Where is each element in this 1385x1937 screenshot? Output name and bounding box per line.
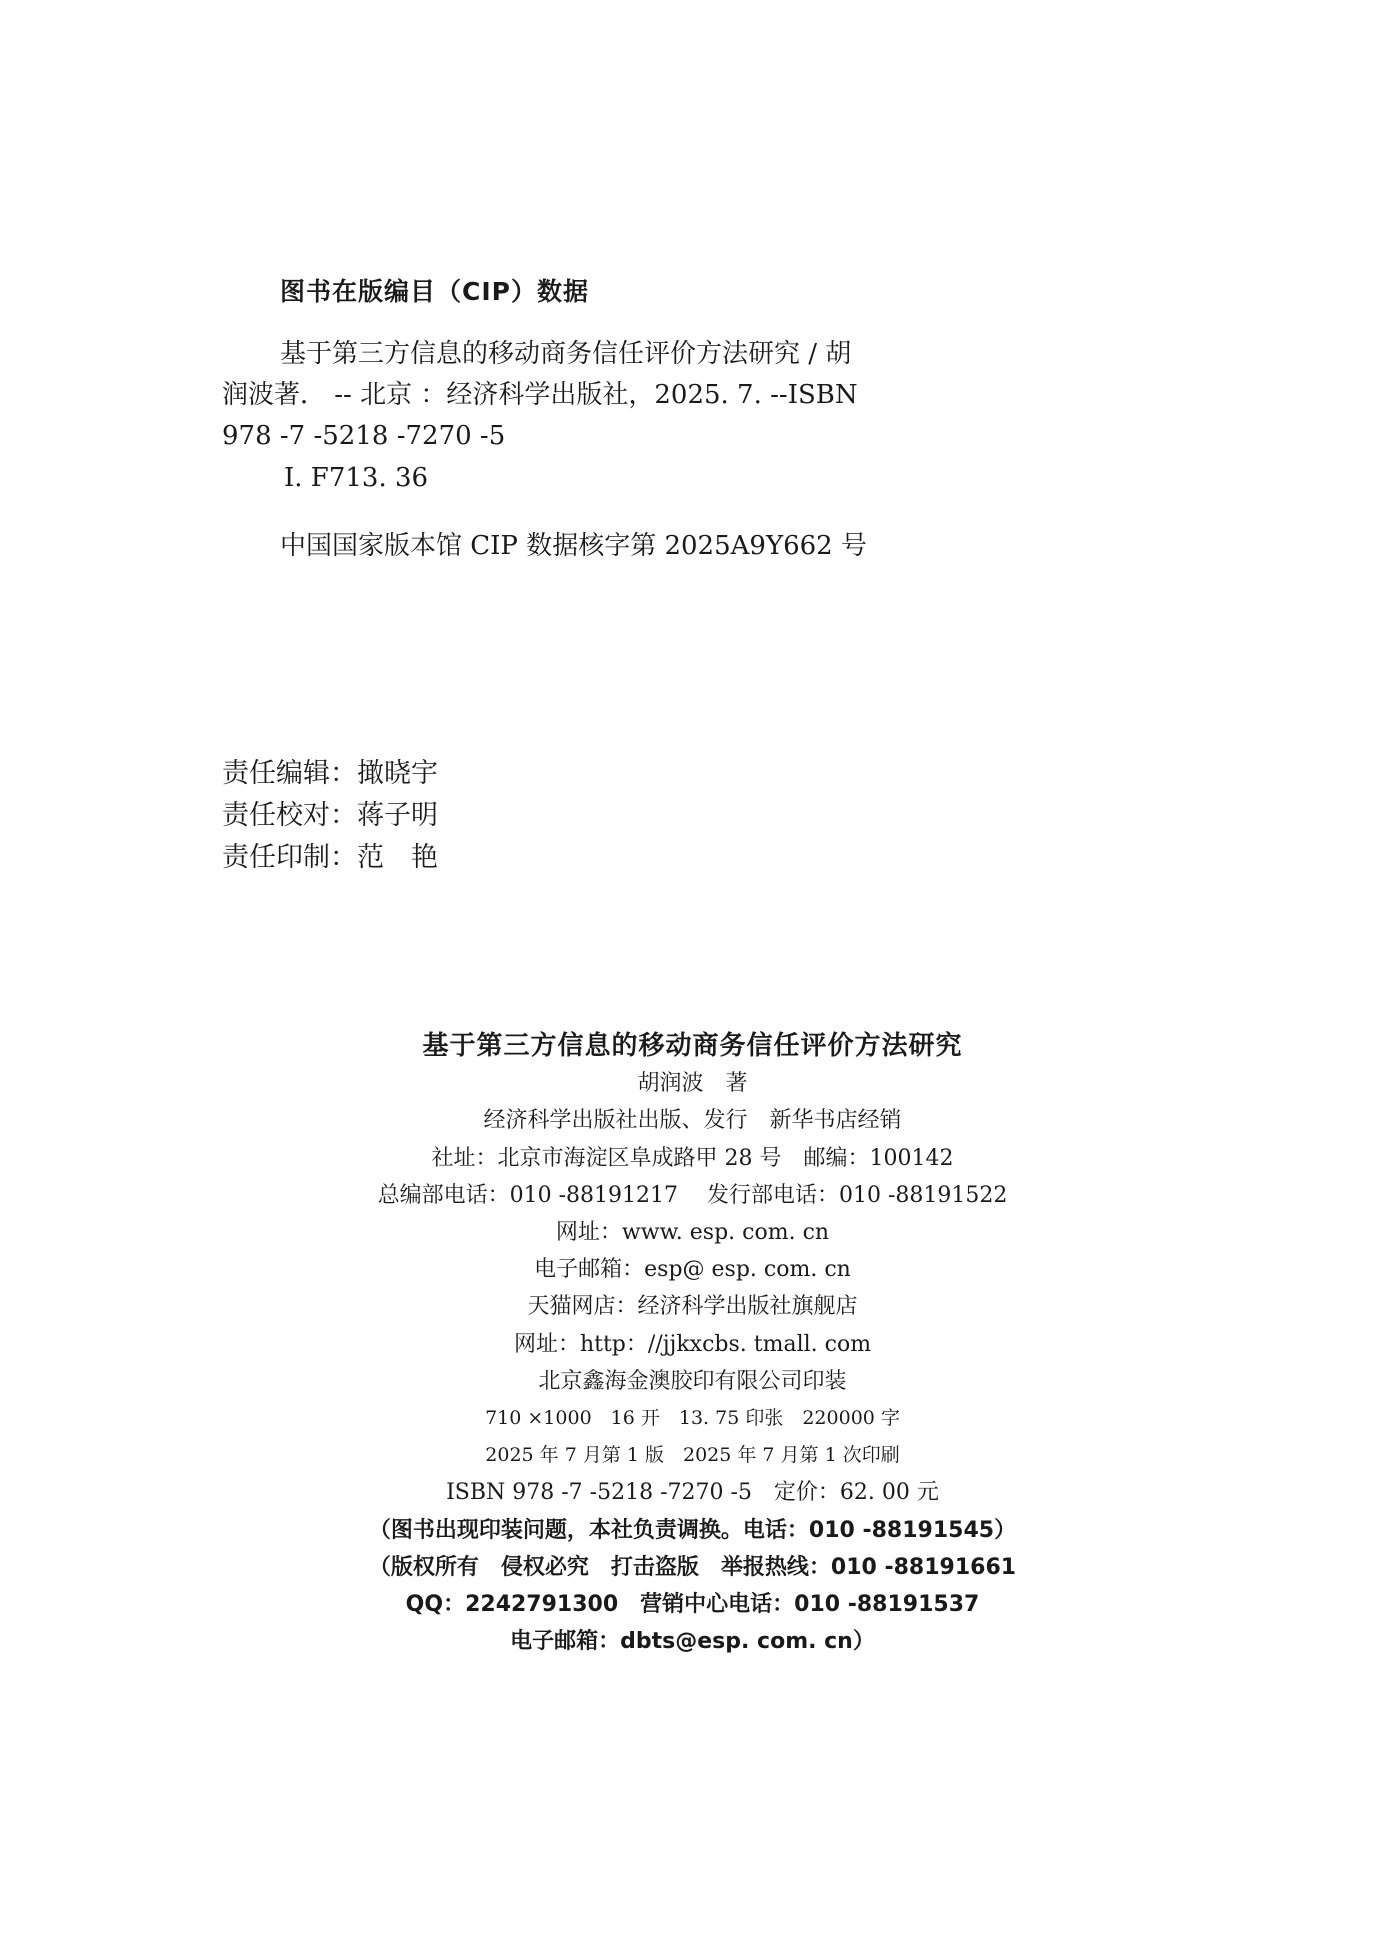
website-line: 网址：www. esp. com. cn: [555, 1220, 830, 1246]
responsible-proofreader: 责任校对：蒋子明: [222, 800, 438, 831]
format-line: 710 ×1000 16 开 13. 75 印张 220000 字: [485, 1407, 900, 1430]
tmall-url-line: 网址：http：//jjkxcbs. tmall. com: [513, 1331, 872, 1357]
defect-notice-line: （图书出现印装问题，本社负责调换。电话：010 -88191545）: [368, 1517, 1017, 1543]
edition-line: 2025 年 7 月第 1 版 2025 年 7 月第 1 次印刷: [485, 1444, 900, 1467]
author-line: 胡润波 著: [637, 1071, 748, 1097]
report-email-line: 电子邮箱：dbts@esp. com. cn）: [510, 1629, 875, 1655]
cip-record-line-1: 基于第三方信息的移动商务信任评价方法研究 / 胡: [280, 339, 852, 369]
copyright-notice-line: （版权所有 侵权必究 打击盗版 举报热线：010 -88191661: [368, 1554, 1017, 1580]
qq-contact-line: QQ：2242791300 营销中心电话：010 -88191537: [405, 1592, 980, 1618]
cip-classification: Ⅰ. F713. 36: [284, 463, 429, 493]
cip-record-line-2: 润波著． -- 北京 ：经济科学出版社，2025. 7. --ISBN: [222, 380, 858, 410]
printer-line: 北京鑫海金澳胶印有限公司印装: [538, 1368, 847, 1394]
isbn-price-line: ISBN 978 -7 -5218 -7270 -5 定价：62. 00 元: [446, 1480, 939, 1506]
publisher-line: 经济科学出版社出版、发行 新华书店经销: [483, 1108, 902, 1134]
responsible-editor: 责任编辑：撖晓宇: [222, 758, 438, 789]
cip-heading: 图书在版编目（CIP）数据: [280, 277, 589, 306]
responsible-printing: 责任印制：范 艳: [222, 842, 438, 873]
tmall-store-line: 天猫网店：经济科学出版社旗舰店: [527, 1294, 858, 1320]
email-line: 电子邮箱：esp@ esp. com. cn: [534, 1257, 851, 1283]
cip-record-line-3: 978 -7 -5218 -7270 -5: [222, 421, 506, 451]
address-line: 社址：北京市海淀区阜成路甲 28 号 邮编：100142: [431, 1145, 954, 1171]
cip-approval-number: 中国国家版本馆 CIP 数据核字第 2025A9Y662 号: [280, 531, 867, 561]
phone-line: 总编部电话：010 -88191217 发行部电话：010 -88191522: [377, 1182, 1008, 1208]
book-title: 基于第三方信息的移动商务信任评价方法研究: [422, 1031, 963, 1061]
colophon: [0, 1028, 1385, 1660]
